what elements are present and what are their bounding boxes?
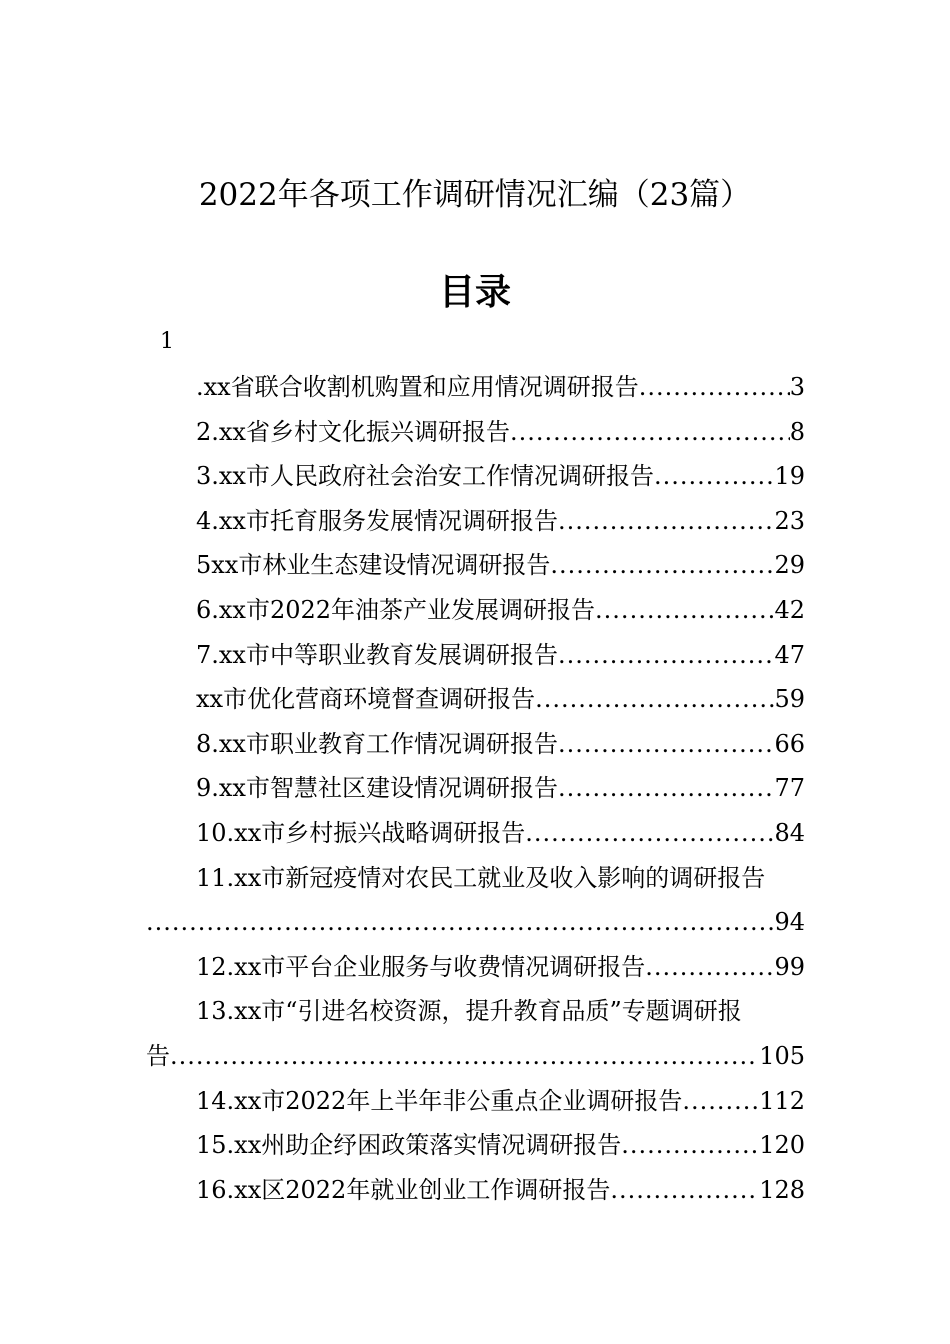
toc-entry-title: 14.xx市2022年上半年非公重点企业调研报告 xyxy=(196,1086,683,1115)
toc-entry-title: 16.xx区2022年就业创业工作调研报告 xyxy=(196,1175,611,1204)
toc-entry-page: 42 xyxy=(774,595,805,624)
toc-entry-continuation[interactable] xyxy=(0,900,805,945)
toc-entry-page: 47 xyxy=(774,640,805,669)
toc-entry-title: 9.xx市智慧社区建设情况调研报告 xyxy=(196,774,558,803)
toc-entry[interactable] xyxy=(0,989,805,1034)
toc-entry[interactable] xyxy=(0,766,805,811)
toc-entry-page: 66 xyxy=(774,729,805,758)
document-title: 2022年各项工作调研情况汇编（23篇） xyxy=(198,177,752,213)
stray-number: 1 xyxy=(160,329,174,354)
leader-dots xyxy=(645,945,774,990)
toc-entry-page: 19 xyxy=(774,462,805,491)
toc-entry[interactable] xyxy=(0,365,805,410)
toc-entry-page: 120 xyxy=(759,1131,805,1160)
toc-entry[interactable] xyxy=(0,410,805,455)
toc-entry-page: 77 xyxy=(774,774,805,803)
toc-entry-title: .xx省联合收割机购置和应用情况调研报告 xyxy=(196,373,639,401)
leader-dots xyxy=(535,677,774,722)
toc-entry-page: 29 xyxy=(774,551,805,580)
toc-entry-title: xx市优化营商环境督查调研报告 xyxy=(196,685,536,714)
toc-entry-title: 12.xx市平台企业服务与收费情况调研报告 xyxy=(196,952,646,981)
toc-entry-page: 112 xyxy=(759,1086,805,1115)
toc-entry[interactable] xyxy=(0,543,805,588)
toc-entry[interactable] xyxy=(0,677,805,722)
leader-dots xyxy=(621,1123,759,1168)
toc-entry[interactable] xyxy=(0,945,805,990)
leader-dots xyxy=(525,811,774,856)
toc-entry-page: 128 xyxy=(759,1175,805,1204)
toc-entry-title: 8.xx市职业教育工作情况调研报告 xyxy=(196,729,558,758)
toc-entry-page: 94 xyxy=(774,908,805,937)
toc-entry-page: 99 xyxy=(774,952,805,981)
toc-entry[interactable] xyxy=(0,1123,805,1168)
toc-entry-title-continued: 告 xyxy=(146,1041,170,1070)
leader-dots xyxy=(639,365,790,410)
leader-dots xyxy=(682,1079,759,1124)
toc-entry[interactable] xyxy=(0,588,805,633)
toc-entry[interactable] xyxy=(0,454,805,499)
toc-entry-title: 4.xx市托育服务发展情况调研报告 xyxy=(196,506,558,535)
toc-entry-page: 84 xyxy=(774,818,805,847)
toc-entry-title: 6.xx市2022年油茶产业发展调研报告 xyxy=(196,595,596,624)
leader-dots xyxy=(510,410,790,455)
toc-entry[interactable] xyxy=(0,499,805,544)
leader-dots xyxy=(654,454,774,499)
toc-entry-page: 105 xyxy=(759,1041,805,1070)
leader-dots xyxy=(558,499,774,544)
toc-entry-title: 15.xx州助企纾困政策落实情况调研报告 xyxy=(196,1131,622,1160)
table-of-contents xyxy=(0,365,950,1212)
toc-entry-page: 8 xyxy=(789,417,805,446)
leader-dots xyxy=(550,543,774,588)
toc-entry-title: 5xx市林业生态建设情况调研报告 xyxy=(196,551,551,580)
toc-entry-page: 59 xyxy=(774,685,805,714)
toc-heading: 目录 xyxy=(438,272,511,313)
leader-dots xyxy=(558,722,774,767)
toc-entry-title: 3.xx市人民政府社会治安工作情况调研报告 xyxy=(196,462,654,491)
toc-entry-title: 2.xx省乡村文化振兴调研报告 xyxy=(196,417,510,446)
toc-entry-title: 13.xx市“引进名校资源，提升教育品质”专题调研报 xyxy=(196,997,742,1026)
toc-entry-title: 7.xx市中等职业教育发展调研报告 xyxy=(196,640,558,669)
toc-entry[interactable] xyxy=(0,722,805,767)
toc-entry-title: 11.xx市新冠疫情对农民工就业及收入影响的调研报告 xyxy=(196,863,766,892)
leader-dots xyxy=(595,588,774,633)
toc-entry[interactable] xyxy=(0,1168,805,1213)
leader-dots xyxy=(146,900,774,945)
toc-entry-title: 10.xx市乡村振兴战略调研报告 xyxy=(196,818,526,847)
toc-entry-continuation[interactable] xyxy=(0,1034,805,1079)
toc-entry[interactable] xyxy=(0,856,805,901)
toc-entry-page: 23 xyxy=(774,506,805,535)
toc-entry[interactable] xyxy=(0,1079,805,1124)
leader-dots xyxy=(170,1034,759,1079)
leader-dots xyxy=(610,1168,759,1213)
leader-dots xyxy=(558,766,774,811)
leader-dots xyxy=(558,633,774,678)
toc-entry[interactable] xyxy=(0,633,805,678)
toc-entry[interactable] xyxy=(0,811,805,856)
toc-entry-page: 3 xyxy=(789,373,805,401)
